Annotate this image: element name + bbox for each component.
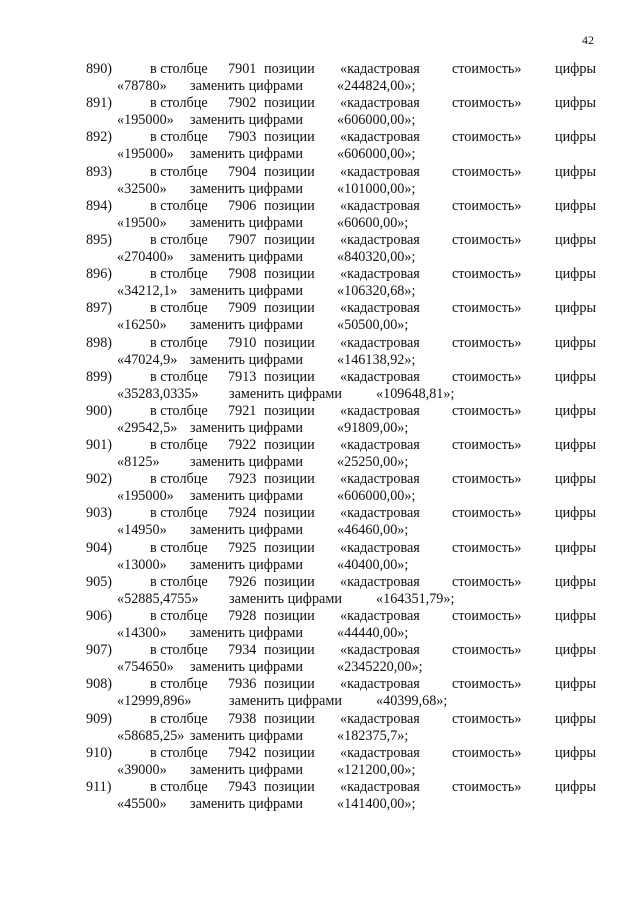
column-code: 7901: [228, 61, 257, 77]
item-number: 896): [86, 266, 113, 283]
value-word: стоимость»: [452, 437, 522, 454]
new-value: «46460,00»;: [337, 522, 409, 539]
replace-phrase: заменить цифрами: [190, 214, 303, 231]
new-value: «40400,00»;: [337, 556, 409, 573]
value-word: стоимость»: [452, 402, 522, 419]
new-value: «606000,00»;: [337, 146, 416, 163]
column-code: 7934: [228, 642, 257, 659]
new-value: «40399,68»;: [376, 693, 448, 710]
cadastral-word: «кадастровая: [340, 334, 420, 351]
position-label: позиции: [264, 334, 315, 351]
replace-phrase: заменить цифрами: [190, 180, 303, 197]
list-item: [0, 369, 640, 403]
item-number: 902): [86, 471, 113, 488]
value-word: стоимость»: [452, 778, 522, 795]
cadastral-word: «кадастровая: [340, 471, 420, 488]
replace-phrase: заменить цифрами: [190, 317, 303, 334]
value-word: стоимость»: [452, 573, 522, 590]
digits-word: цифры: [555, 197, 597, 214]
column-label: в столбце: [150, 573, 208, 590]
cadastral-word: «кадастровая: [340, 266, 420, 283]
list-item: [0, 335, 640, 369]
column-code: 7938: [228, 710, 257, 727]
digits-word: цифры: [555, 368, 597, 385]
replace-phrase: заменить цифрами: [190, 112, 303, 129]
value-word: стоимость»: [452, 642, 522, 659]
position-label: позиции: [264, 676, 315, 693]
new-value: «182375,7»;: [337, 727, 409, 744]
item-number: 895): [86, 231, 113, 248]
digits-word: цифры: [555, 778, 597, 795]
cadastral-word: «кадастровая: [340, 402, 420, 419]
column-code: 7923: [228, 471, 257, 488]
item-number: 899): [86, 368, 113, 385]
old-value: «13000»: [117, 556, 167, 573]
replace-phrase: заменить цифрами: [190, 727, 303, 744]
position-label: позиции: [264, 266, 315, 283]
list-item: [0, 95, 640, 129]
replace-phrase: заменить цифрами: [190, 522, 303, 539]
position-label: позиции: [264, 573, 315, 590]
value-word: стоимость»: [452, 231, 522, 248]
new-value: «91809,00»;: [337, 419, 409, 436]
column-label: в столбце: [150, 95, 208, 112]
cadastral-word: «кадастровая: [340, 505, 420, 522]
cadastral-word: «кадастровая: [340, 539, 420, 556]
page-number: 42: [582, 33, 594, 47]
list-item: [0, 164, 640, 198]
new-value: «606000,00»;: [337, 488, 416, 505]
column-code: 7926: [228, 573, 257, 590]
list-item: [0, 676, 640, 710]
position-label: позиции: [264, 471, 315, 488]
new-value: «109648,81»;: [376, 385, 455, 402]
column-label: в столбце: [150, 368, 208, 385]
column-code: 7904: [228, 163, 257, 180]
list-item: [0, 437, 640, 471]
replace-phrase: заменить цифрами: [190, 761, 303, 778]
replace-phrase: заменить цифрами: [190, 454, 303, 471]
column-code: 7903: [228, 129, 257, 146]
column-code: 7924: [228, 505, 257, 522]
column-code: 7943: [228, 778, 257, 795]
digits-word: цифры: [555, 61, 597, 77]
list-item: [0, 608, 640, 642]
digits-word: цифры: [555, 608, 597, 624]
replace-phrase: заменить цифрами: [190, 625, 303, 641]
old-value: «29542,5»: [117, 419, 178, 436]
column-label: в столбце: [150, 334, 208, 351]
new-value: «60600,00»;: [337, 214, 409, 231]
item-number: 906): [86, 608, 113, 624]
old-value: «14300»: [117, 625, 167, 641]
item-number: 911): [86, 778, 112, 795]
cadastral-word: «кадастровая: [340, 61, 420, 77]
replace-phrase: заменить цифрами: [190, 78, 303, 94]
list-item: [0, 779, 640, 813]
digits-word: цифры: [555, 505, 597, 522]
item-number: 910): [86, 744, 113, 761]
list-item: [0, 642, 640, 676]
old-value: «19500»: [117, 214, 167, 231]
old-value: «34212,1»: [117, 283, 178, 300]
value-word: стоимость»: [452, 539, 522, 556]
list-item: [0, 129, 640, 163]
digits-word: цифры: [555, 676, 597, 693]
value-word: стоимость»: [452, 505, 522, 522]
position-label: позиции: [264, 95, 315, 112]
cadastral-word: «кадастровая: [340, 642, 420, 659]
new-value: «25250,00»;: [337, 454, 409, 471]
column-label: в столбце: [150, 642, 208, 659]
list-item: [0, 266, 640, 300]
list-item: [0, 574, 640, 608]
list-item: [0, 745, 640, 779]
value-word: стоимость»: [452, 744, 522, 761]
digits-word: цифры: [555, 539, 597, 556]
digits-word: цифры: [555, 95, 597, 112]
value-word: стоимость»: [452, 471, 522, 488]
position-label: позиции: [264, 778, 315, 795]
column-label: в столбце: [150, 129, 208, 146]
item-number: 892): [86, 129, 113, 146]
position-label: позиции: [264, 437, 315, 454]
value-word: стоимость»: [452, 608, 522, 624]
column-code: 7907: [228, 231, 257, 248]
item-number: 908): [86, 676, 113, 693]
position-label: позиции: [264, 163, 315, 180]
cadastral-word: «кадастровая: [340, 197, 420, 214]
list-item: [0, 232, 640, 266]
new-value: «106320,68»;: [337, 283, 416, 300]
cadastral-word: «кадастровая: [340, 676, 420, 693]
position-label: позиции: [264, 608, 315, 624]
position-label: позиции: [264, 61, 315, 77]
column-label: в столбце: [150, 608, 208, 624]
list-item: [0, 471, 640, 505]
replace-phrase: заменить цифрами: [190, 351, 303, 368]
old-value: «754650»: [117, 659, 174, 676]
value-word: стоимость»: [452, 368, 522, 385]
digits-word: цифры: [555, 231, 597, 248]
position-label: позиции: [264, 231, 315, 248]
list-item: [0, 403, 640, 437]
digits-word: цифры: [555, 471, 597, 488]
cadastral-word: «кадастровая: [340, 778, 420, 795]
list-item: [0, 505, 640, 539]
value-word: стоимость»: [452, 163, 522, 180]
digits-word: цифры: [555, 710, 597, 727]
column-label: в столбце: [150, 505, 208, 522]
item-number: 897): [86, 300, 113, 317]
column-code: 7913: [228, 368, 257, 385]
digits-word: цифры: [555, 163, 597, 180]
column-code: 7921: [228, 402, 257, 419]
replace-phrase: заменить цифрами: [229, 693, 342, 710]
column-code: 7906: [228, 197, 257, 214]
position-label: позиции: [264, 642, 315, 659]
column-code: 7928: [228, 608, 257, 624]
value-word: стоимость»: [452, 266, 522, 283]
column-label: в столбце: [150, 676, 208, 693]
column-code: 7942: [228, 744, 257, 761]
item-number: 907): [86, 642, 113, 659]
old-value: «270400»: [117, 248, 174, 265]
list-item: [0, 198, 640, 232]
cadastral-word: «кадастровая: [340, 437, 420, 454]
old-value: «35283,0335»: [117, 385, 199, 402]
replace-phrase: заменить цифрами: [190, 283, 303, 300]
replace-phrase: заменить цифрами: [190, 795, 303, 812]
replace-phrase: заменить цифрами: [190, 146, 303, 163]
value-word: стоимость»: [452, 334, 522, 351]
value-word: стоимость»: [452, 710, 522, 727]
old-value: «195000»: [117, 488, 174, 505]
replace-phrase: заменить цифрами: [190, 419, 303, 436]
column-label: в столбце: [150, 61, 208, 77]
column-label: в столбце: [150, 266, 208, 283]
cadastral-word: «кадастровая: [340, 368, 420, 385]
column-label: в столбце: [150, 231, 208, 248]
new-value: «121200,00»;: [337, 761, 416, 778]
position-label: позиции: [264, 710, 315, 727]
item-number: 905): [86, 573, 113, 590]
old-value: «52885,4755»: [117, 590, 199, 607]
old-value: «195000»: [117, 146, 174, 163]
old-value: «8125»: [117, 454, 160, 471]
column-label: в столбце: [150, 744, 208, 761]
old-value: «78780»: [117, 78, 167, 94]
new-value: «146138,92»;: [337, 351, 416, 368]
item-number: 909): [86, 710, 113, 727]
item-number: 904): [86, 539, 113, 556]
value-word: стоимость»: [452, 197, 522, 214]
column-label: в столбце: [150, 778, 208, 795]
digits-word: цифры: [555, 402, 597, 419]
column-label: в столбце: [150, 300, 208, 317]
new-value: «50500,00»;: [337, 317, 409, 334]
replace-phrase: заменить цифрами: [190, 248, 303, 265]
column-code: 7902: [228, 95, 257, 112]
new-value: «606000,00»;: [337, 112, 416, 129]
list-item: [0, 711, 640, 745]
column-label: в столбце: [150, 197, 208, 214]
list-item: [0, 61, 640, 95]
new-value: «101000,00»;: [337, 180, 416, 197]
cadastral-word: «кадастровая: [340, 231, 420, 248]
cadastral-word: «кадастровая: [340, 163, 420, 180]
digits-word: цифры: [555, 300, 597, 317]
item-number: 893): [86, 163, 113, 180]
column-code: 7909: [228, 300, 257, 317]
old-value: «14950»: [117, 522, 167, 539]
item-number: 894): [86, 197, 113, 214]
digits-word: цифры: [555, 266, 597, 283]
position-label: позиции: [264, 197, 315, 214]
column-code: 7925: [228, 539, 257, 556]
digits-word: цифры: [555, 129, 597, 146]
cadastral-word: «кадастровая: [340, 129, 420, 146]
old-value: «12999,896»: [117, 693, 192, 710]
item-number: 891): [86, 95, 113, 112]
list-item: [0, 540, 640, 574]
column-code: 7910: [228, 334, 257, 351]
old-value: «47024,9»: [117, 351, 178, 368]
position-label: позиции: [264, 744, 315, 761]
digits-word: цифры: [555, 642, 597, 659]
cadastral-word: «кадастровая: [340, 744, 420, 761]
value-word: стоимость»: [452, 300, 522, 317]
position-label: позиции: [264, 505, 315, 522]
digits-word: цифры: [555, 573, 597, 590]
new-value: «164351,79»;: [376, 590, 455, 607]
digits-word: цифры: [555, 744, 597, 761]
replace-phrase: заменить цифрами: [190, 659, 303, 676]
old-value: «58685,25»: [117, 727, 185, 744]
replace-phrase: заменить цифрами: [190, 556, 303, 573]
cadastral-word: «кадастровая: [340, 573, 420, 590]
column-label: в столбце: [150, 163, 208, 180]
cadastral-word: «кадастровая: [340, 300, 420, 317]
column-label: в столбце: [150, 539, 208, 556]
position-label: позиции: [264, 300, 315, 317]
column-code: 7908: [228, 266, 257, 283]
digits-word: цифры: [555, 437, 597, 454]
old-value: «39000»: [117, 761, 167, 778]
old-value: «32500»: [117, 180, 167, 197]
new-value: «2345220,00»;: [337, 659, 423, 676]
old-value: «16250»: [117, 317, 167, 334]
value-word: стоимость»: [452, 61, 522, 77]
position-label: позиции: [264, 129, 315, 146]
column-label: в столбце: [150, 437, 208, 454]
old-value: «45500»: [117, 795, 167, 812]
column-code: 7936: [228, 676, 257, 693]
column-code: 7922: [228, 437, 257, 454]
list-item: [0, 300, 640, 334]
cadastral-word: «кадастровая: [340, 95, 420, 112]
column-label: в столбце: [150, 710, 208, 727]
cadastral-word: «кадастровая: [340, 710, 420, 727]
replace-phrase: заменить цифрами: [229, 590, 342, 607]
position-label: позиции: [264, 402, 315, 419]
cadastral-word: «кадастровая: [340, 608, 420, 624]
item-number: 901): [86, 437, 113, 454]
value-word: стоимость»: [452, 95, 522, 112]
replace-phrase: заменить цифрами: [190, 488, 303, 505]
replace-phrase: заменить цифрами: [229, 385, 342, 402]
new-value: «244824,00»;: [337, 78, 416, 94]
item-number: 900): [86, 402, 113, 419]
new-value: «141400,00»;: [337, 795, 416, 812]
value-word: стоимость»: [452, 676, 522, 693]
old-value: «195000»: [117, 112, 174, 129]
item-number: 903): [86, 505, 113, 522]
position-label: позиции: [264, 368, 315, 385]
position-label: позиции: [264, 539, 315, 556]
column-label: в столбце: [150, 471, 208, 488]
digits-word: цифры: [555, 334, 597, 351]
new-value: «840320,00»;: [337, 248, 416, 265]
item-number: 890): [86, 61, 113, 77]
value-word: стоимость»: [452, 129, 522, 146]
new-value: «44440,00»;: [337, 625, 409, 641]
amendment-list: [0, 61, 640, 813]
column-label: в столбце: [150, 402, 208, 419]
item-number: 898): [86, 334, 113, 351]
